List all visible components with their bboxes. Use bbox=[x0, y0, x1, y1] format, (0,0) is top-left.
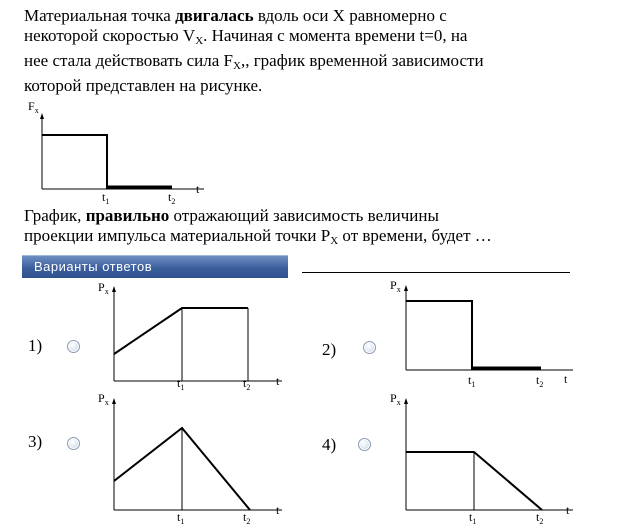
question-line-1a: Материальная точка bbox=[24, 6, 176, 25]
option-2-number: 2) bbox=[322, 340, 337, 359]
svg-text:t1: $t_1$ bbox=[468, 373, 476, 389]
question-bold-1: двигалась bbox=[175, 6, 254, 25]
option-3-radio[interactable] bbox=[67, 437, 80, 450]
question-line-5b: отражающий зависимость величины bbox=[169, 206, 439, 225]
question-line-5a: График, bbox=[24, 206, 86, 225]
question-line-4: которой представлен на рисунке. bbox=[24, 76, 263, 95]
option-1-number: 1) bbox=[28, 336, 43, 355]
option-1-graph bbox=[98, 280, 282, 392]
svg-text:t2: $t_2$ bbox=[536, 373, 544, 389]
force-t-axis-label: t bbox=[196, 182, 200, 196]
answers-header-label: Варианты ответов bbox=[34, 259, 153, 274]
option-3-graph bbox=[98, 391, 282, 526]
svg-text:Px: $P_x$ bbox=[390, 391, 401, 407]
question-sub-vx: X bbox=[195, 35, 204, 47]
question-sub-px: X bbox=[330, 235, 339, 247]
answers-header-bar bbox=[22, 255, 288, 278]
question-line-2a: некоторой скоростью V bbox=[24, 26, 196, 45]
svg-text:t1: $t_1$ bbox=[177, 376, 185, 392]
svg-text:t2: $t_2$ bbox=[243, 376, 251, 392]
question-bold-2: правильно bbox=[85, 206, 170, 225]
svg-text:t: t bbox=[566, 503, 570, 517]
option-3-number: 3) bbox=[28, 432, 43, 451]
divider bbox=[302, 272, 570, 273]
force-t2-label: $t_2$ bbox=[168, 190, 176, 206]
option-1-radio[interactable] bbox=[67, 340, 80, 353]
option-1-curve bbox=[114, 308, 248, 354]
question-line-6b: от времени, будет … bbox=[338, 226, 492, 245]
svg-text:t: t bbox=[276, 503, 280, 517]
question-line-2b: . Начиная с момента времени t=0, на bbox=[203, 26, 468, 45]
question-sub-fx: X bbox=[233, 60, 241, 72]
option-4-radio[interactable] bbox=[358, 438, 371, 451]
question-line-6a: проекции импульса материальной точки P bbox=[24, 226, 331, 245]
force-y-label: $F_x$ bbox=[28, 99, 39, 115]
force-y-arrow bbox=[40, 113, 44, 119]
svg-text:t1: $t_1$ bbox=[177, 510, 185, 526]
svg-text:Px: $P_x$ bbox=[98, 280, 109, 296]
svg-text:Px: $P_x$ bbox=[390, 278, 401, 294]
question-line-1b: вдоль оси X равномерно с bbox=[253, 6, 447, 25]
option-2-radio[interactable] bbox=[363, 341, 376, 354]
svg-text:t2: $t_2$ bbox=[536, 510, 544, 526]
question-line-3b: ,, график временной зависимости bbox=[240, 51, 484, 70]
svg-text:t: t bbox=[564, 372, 568, 386]
force-t1-label: $t_1$ bbox=[102, 190, 110, 206]
svg-text:t: t bbox=[276, 374, 280, 388]
option-4-graph bbox=[390, 391, 573, 526]
force-curve-step bbox=[42, 135, 107, 189]
question-text-2 bbox=[24, 206, 584, 251]
svg-text:t1: $t_1$ bbox=[469, 510, 477, 526]
option-2-graph bbox=[390, 278, 573, 389]
svg-text:Px: $P_x$ bbox=[98, 391, 109, 407]
option-4-number: 4) bbox=[322, 435, 337, 454]
svg-text:t2: $t_2$ bbox=[243, 510, 251, 526]
option-2-curve bbox=[406, 301, 472, 370]
question-line-3a: нее стала действовать сила F bbox=[24, 51, 233, 70]
